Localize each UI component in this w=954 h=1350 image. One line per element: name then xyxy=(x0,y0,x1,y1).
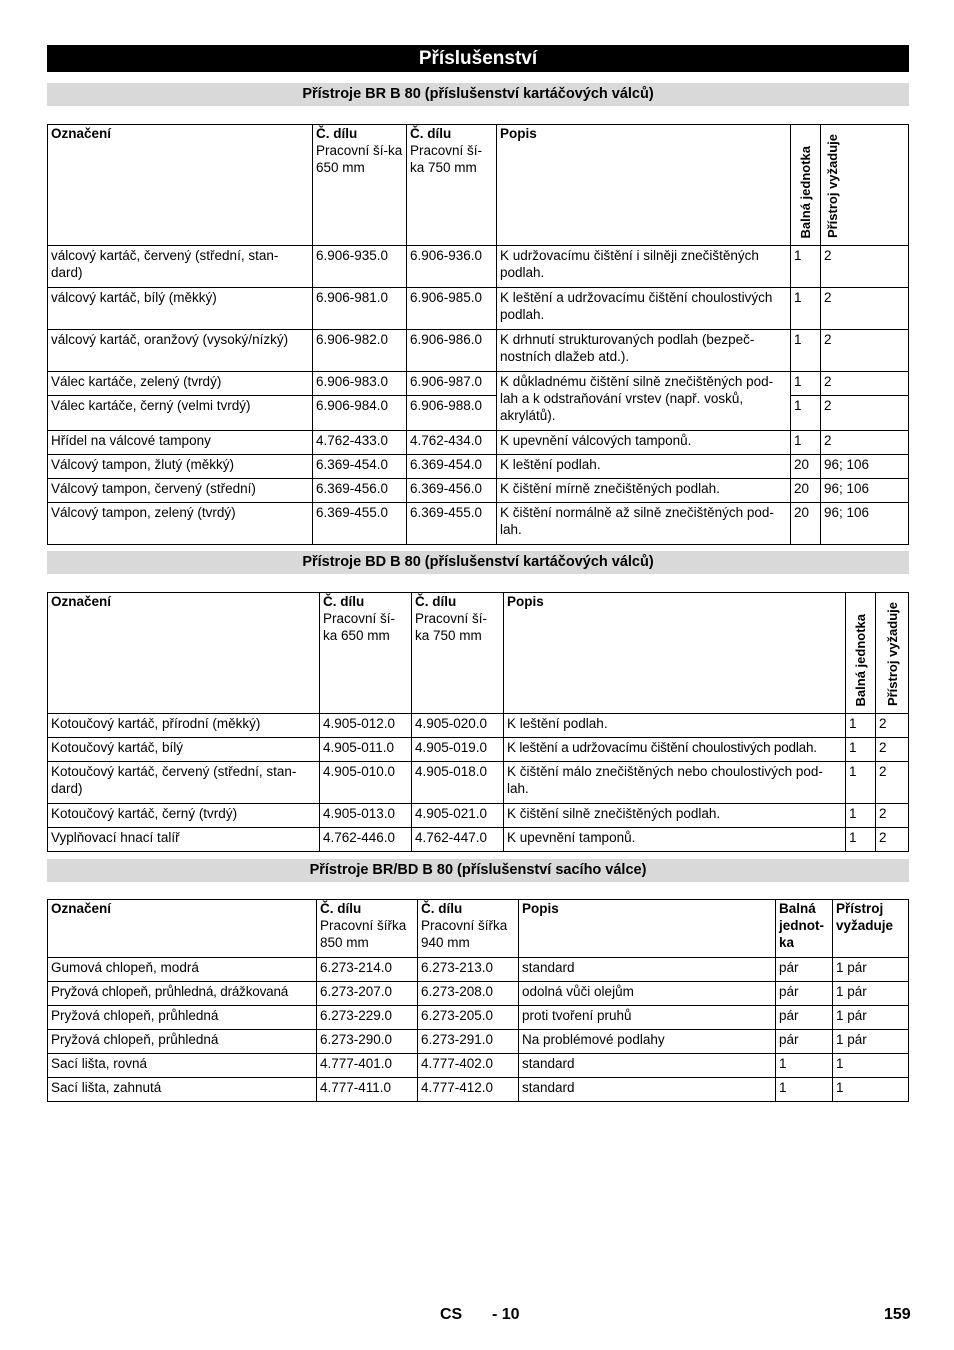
cell-part-750: 4.762-434.0 xyxy=(407,431,497,455)
cell-part-650: 6.906-935.0 xyxy=(313,246,407,288)
cell-description: K leštění a udržovacímu čištění choulostivých podlah. xyxy=(497,288,791,330)
cell-designation: Válec kartáče, černý (velmi tvrdý) xyxy=(48,396,313,431)
cell-part-650: 4.762-446.0 xyxy=(320,828,412,852)
footer-section-page: - 10 xyxy=(492,1306,520,1323)
cell-pack-unit: 1 xyxy=(791,288,821,330)
cell-part-750: 4.905-020.0 xyxy=(412,714,504,738)
cell-designation: Hřídel na válcové tampony xyxy=(48,431,313,455)
table-row xyxy=(48,330,909,372)
col-part-940: Č. dílu Pracovní šířka 940 mm xyxy=(418,900,519,958)
cell-description: K upevnění tamponů. xyxy=(504,828,846,852)
cell-description: K důkladnému čištění silně znečištěných pod-lah a k odstraňování vrstev (např. vosků, akrylátů). xyxy=(497,372,791,431)
cell-designation: Kotoučový kartáč, červený (střední, stan-dard) xyxy=(48,762,320,804)
cell-part-750: 6.906-986.0 xyxy=(407,330,497,372)
cell-pack-unit: 20 xyxy=(791,455,821,479)
table-suction-accessories xyxy=(47,899,909,1102)
table-row xyxy=(48,479,909,503)
cell-description: K čištění silně znečištěných podlah. xyxy=(504,804,846,828)
cell-part-650: 6.369-454.0 xyxy=(313,455,407,479)
cell-pack-unit: 1 xyxy=(846,828,876,852)
table-row xyxy=(48,982,909,1006)
table-bd-b80-brushes xyxy=(47,592,909,852)
cell-part-940: 6.273-213.0 xyxy=(418,958,519,982)
cell-pack-unit: 1 xyxy=(791,431,821,455)
cell-pack-unit: 1 xyxy=(846,738,876,762)
col-part-750: Č. dílu Pracovní ší-ka 750 mm xyxy=(412,593,504,714)
cell-device-requires: 2 xyxy=(876,714,909,738)
table-row xyxy=(48,1054,909,1078)
col-pack-unit: Balná jednot-ka xyxy=(776,900,833,958)
cell-designation: Vyplňovací hnací talíř xyxy=(48,828,320,852)
col-pack-unit: Balná jednotka xyxy=(846,593,876,714)
cell-device-requires: 2 xyxy=(821,288,909,330)
cell-pack-unit: pár xyxy=(776,982,833,1006)
cell-part-940: 4.777-402.0 xyxy=(418,1054,519,1078)
cell-device-requires: 2 xyxy=(821,372,909,396)
cell-part-750: 4.905-018.0 xyxy=(412,762,504,804)
cell-description: K udržovacímu čištění i silněji znečištěných podlah. xyxy=(497,246,791,288)
cell-description: odolná vůči olejům xyxy=(519,982,776,1006)
cell-part-850: 6.273-229.0 xyxy=(317,1006,418,1030)
cell-pack-unit: 1 xyxy=(776,1078,833,1102)
cell-pack-unit: pár xyxy=(776,1006,833,1030)
section-heading-br-bd-b80-suction: Přístroje BR/BD B 80 (příslušenství sacího válce) xyxy=(47,859,909,882)
cell-description: Na problémové podlahy xyxy=(519,1030,776,1054)
cell-device-requires: 96; 106 xyxy=(821,503,909,545)
cell-device-requires: 2 xyxy=(821,396,909,431)
cell-device-requires: 1 pár xyxy=(833,1030,909,1054)
footer-page-number: 159 xyxy=(884,1306,911,1323)
cell-pack-unit: 1 xyxy=(791,330,821,372)
cell-device-requires: 96; 106 xyxy=(821,455,909,479)
table-row xyxy=(48,804,909,828)
table-row xyxy=(48,762,909,804)
cell-designation: Válec kartáče, zelený (tvrdý) xyxy=(48,372,313,396)
col-part-850: Č. dílu Pracovní šířka 850 mm xyxy=(317,900,418,958)
cell-device-requires: 2 xyxy=(821,431,909,455)
cell-designation: Sací lišta, rovná xyxy=(48,1054,317,1078)
cell-part-650: 4.905-013.0 xyxy=(320,804,412,828)
cell-description: K leštění a udržovacímu čištění choulostivých podlah. xyxy=(504,738,846,762)
col-device-requires: Přístroj vyžaduje xyxy=(876,593,909,714)
cell-part-650: 6.906-982.0 xyxy=(313,330,407,372)
cell-pack-unit: pár xyxy=(776,1030,833,1054)
table-header-row xyxy=(48,593,909,714)
cell-designation: válcový kartáč, bílý (měkký) xyxy=(48,288,313,330)
cell-device-requires: 1 xyxy=(833,1078,909,1102)
cell-description: K leštění podlah. xyxy=(497,455,791,479)
table-row xyxy=(48,1006,909,1030)
cell-pack-unit: 1 xyxy=(791,396,821,431)
col-designation: Označení xyxy=(48,125,313,246)
table-row xyxy=(48,714,909,738)
cell-description: K upevnění válcových tamponů. xyxy=(497,431,791,455)
cell-part-850: 6.273-290.0 xyxy=(317,1030,418,1054)
cell-pack-unit: 1 xyxy=(846,714,876,738)
cell-part-850: 6.273-214.0 xyxy=(317,958,418,982)
cell-device-requires: 1 pár xyxy=(833,1006,909,1030)
cell-description: K čištění málo znečištěných nebo choulostivých pod-lah. xyxy=(504,762,846,804)
cell-part-650: 4.905-010.0 xyxy=(320,762,412,804)
cell-pack-unit: 1 xyxy=(791,246,821,288)
col-device-requires: Přístroj vyžaduje xyxy=(821,125,909,246)
cell-part-650: 6.369-455.0 xyxy=(313,503,407,545)
cell-designation: Pryžová chlopeň, průhledná xyxy=(48,1030,317,1054)
section-heading-br-b80: Přístroje BR B 80 (příslušenství kartáčových válců) xyxy=(47,83,909,106)
cell-part-850: 4.777-411.0 xyxy=(317,1078,418,1102)
table-row xyxy=(48,246,909,288)
col-part-650: Č. dílu Pracovní ší-ka 650 mm xyxy=(313,125,407,246)
cell-part-750: 6.369-455.0 xyxy=(407,503,497,545)
cell-description: K leštění podlah. xyxy=(504,714,846,738)
cell-part-650: 4.905-011.0 xyxy=(320,738,412,762)
cell-part-750: 4.905-021.0 xyxy=(412,804,504,828)
cell-device-requires: 1 pár xyxy=(833,982,909,1006)
cell-part-750: 4.905-019.0 xyxy=(412,738,504,762)
cell-pack-unit: 1 xyxy=(846,804,876,828)
cell-device-requires: 96; 106 xyxy=(821,479,909,503)
cell-designation: Kotoučový kartáč, černý (tvrdý) xyxy=(48,804,320,828)
col-description: Popis xyxy=(519,900,776,958)
cell-part-750: 6.906-988.0 xyxy=(407,396,497,431)
col-description: Popis xyxy=(497,125,791,246)
cell-part-850: 4.777-401.0 xyxy=(317,1054,418,1078)
col-device-requires: Přístroj vyžaduje xyxy=(833,900,909,958)
cell-pack-unit: 1 xyxy=(776,1054,833,1078)
table-row xyxy=(48,455,909,479)
cell-device-requires: 1 pár xyxy=(833,958,909,982)
cell-part-940: 6.273-208.0 xyxy=(418,982,519,1006)
cell-part-650: 6.369-456.0 xyxy=(313,479,407,503)
cell-description: standard xyxy=(519,1054,776,1078)
table-row xyxy=(48,372,909,396)
table-row xyxy=(48,503,909,545)
page-title: Příslušenství xyxy=(47,45,909,72)
cell-pack-unit: 20 xyxy=(791,479,821,503)
col-designation: Označení xyxy=(48,593,320,714)
cell-designation: Válcový tampon, červený (střední) xyxy=(48,479,313,503)
cell-designation: válcový kartáč, červený (střední, stan-dard) xyxy=(48,246,313,288)
cell-part-750: 4.762-447.0 xyxy=(412,828,504,852)
table-row xyxy=(48,958,909,982)
cell-part-940: 6.273-291.0 xyxy=(418,1030,519,1054)
cell-part-750: 6.906-936.0 xyxy=(407,246,497,288)
cell-device-requires: 2 xyxy=(876,828,909,852)
cell-designation: Kotoučový kartáč, bílý xyxy=(48,738,320,762)
cell-pack-unit: 1 xyxy=(846,762,876,804)
cell-part-650: 4.762-433.0 xyxy=(313,431,407,455)
cell-part-750: 6.369-456.0 xyxy=(407,479,497,503)
footer-language: CS xyxy=(440,1306,463,1323)
table-row xyxy=(48,738,909,762)
table-row xyxy=(48,1078,909,1102)
cell-pack-unit: 1 xyxy=(791,372,821,396)
cell-description: K drhnutí strukturovaných podlah (bezpeč-nostních dlažeb atd.). xyxy=(497,330,791,372)
cell-description: standard xyxy=(519,958,776,982)
table-row xyxy=(48,828,909,852)
cell-designation: Pryžová chlopeň, průhledná xyxy=(48,1006,317,1030)
cell-description: K čištění normálně až silně znečištěných pod-lah. xyxy=(497,503,791,545)
cell-designation: Pryžová chlopeň, průhledná, drážkovaná xyxy=(48,982,317,1006)
cell-pack-unit: pár xyxy=(776,958,833,982)
cell-description: K čištění mírně znečištěných podlah. xyxy=(497,479,791,503)
col-pack-unit: Balná jednotka xyxy=(791,125,821,246)
cell-designation: Kotoučový kartáč, přírodní (měkký) xyxy=(48,714,320,738)
table-row xyxy=(48,431,909,455)
table-br-b80-brushes xyxy=(47,124,909,545)
cell-part-650: 4.905-012.0 xyxy=(320,714,412,738)
cell-part-650: 6.906-981.0 xyxy=(313,288,407,330)
cell-pack-unit: 20 xyxy=(791,503,821,545)
cell-part-850: 6.273-207.0 xyxy=(317,982,418,1006)
table-row xyxy=(48,1030,909,1054)
cell-part-750: 6.369-454.0 xyxy=(407,455,497,479)
cell-device-requires: 2 xyxy=(876,738,909,762)
cell-device-requires: 2 xyxy=(876,762,909,804)
table-header-row xyxy=(48,125,909,246)
cell-device-requires: 1 xyxy=(833,1054,909,1078)
cell-device-requires: 2 xyxy=(876,804,909,828)
cell-designation: Sací lišta, zahnutá xyxy=(48,1078,317,1102)
cell-part-750: 6.906-987.0 xyxy=(407,372,497,396)
col-part-750: Č. dílu Pracovní ší-ka 750 mm xyxy=(407,125,497,246)
cell-device-requires: 2 xyxy=(821,330,909,372)
table-header-row xyxy=(48,900,909,958)
col-part-650: Č. dílu Pracovní ší-ka 650 mm xyxy=(320,593,412,714)
col-description: Popis xyxy=(504,593,846,714)
cell-part-940: 6.273-205.0 xyxy=(418,1006,519,1030)
cell-designation: Válcový tampon, žlutý (měkký) xyxy=(48,455,313,479)
cell-designation: Válcový tampon, zelený (tvrdý) xyxy=(48,503,313,545)
cell-designation: válcový kartáč, oranžový (vysoký/nízký) xyxy=(48,330,313,372)
cell-part-940: 4.777-412.0 xyxy=(418,1078,519,1102)
cell-device-requires: 2 xyxy=(821,246,909,288)
cell-part-650: 6.906-983.0 xyxy=(313,372,407,396)
cell-part-750: 6.906-985.0 xyxy=(407,288,497,330)
section-heading-bd-b80: Přístroje BD B 80 (příslušenství kartáčových válců) xyxy=(47,551,909,574)
cell-description: standard xyxy=(519,1078,776,1102)
cell-description: proti tvoření pruhů xyxy=(519,1006,776,1030)
col-designation: Označení xyxy=(48,900,317,958)
cell-part-650: 6.906-984.0 xyxy=(313,396,407,431)
table-row xyxy=(48,288,909,330)
cell-designation: Gumová chlopeň, modrá xyxy=(48,958,317,982)
